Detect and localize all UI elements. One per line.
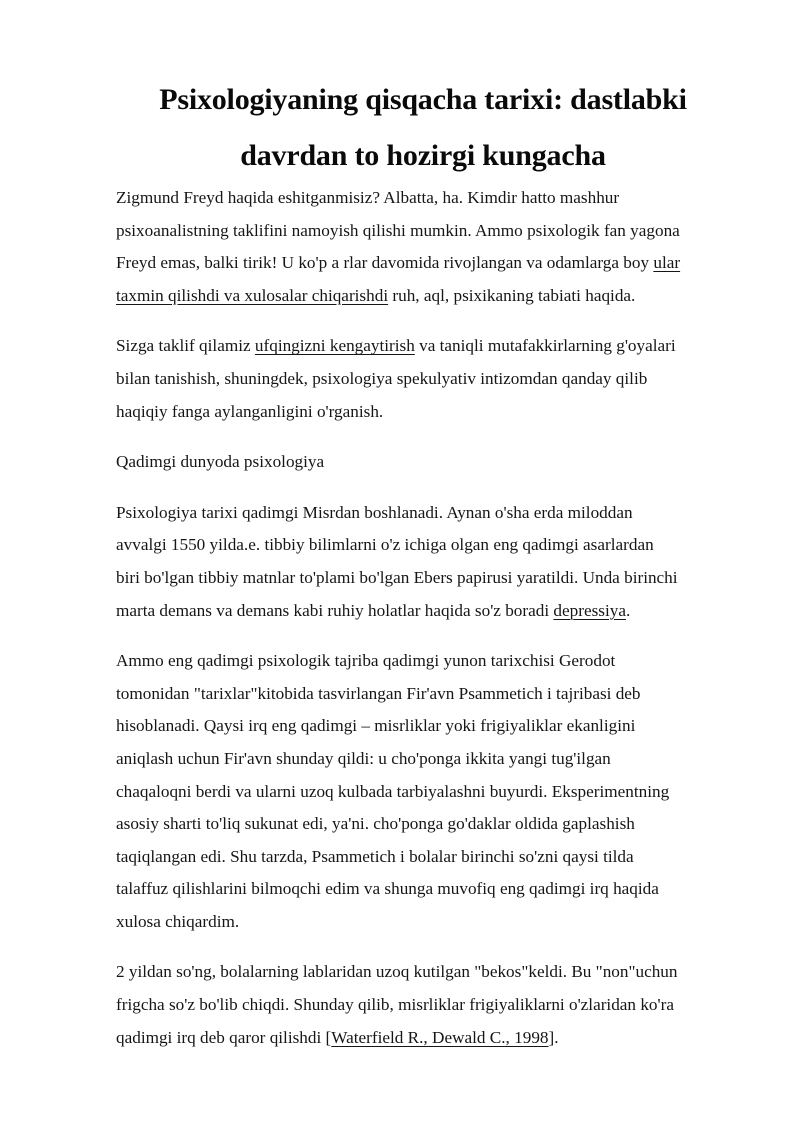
title-line-1: Psixologiyaning qisqacha tarixi: dastlabki bbox=[159, 83, 687, 116]
text-line bbox=[116, 280, 741, 313]
text-line: psixoanalistning taklifini namoyish qilishi mumkin. Ammo psixologik fan yagona bbox=[116, 220, 680, 240]
article-body bbox=[116, 182, 741, 1072]
paragraph-invitation bbox=[116, 330, 741, 428]
paragraph-egypt bbox=[116, 497, 741, 627]
page-title bbox=[100, 72, 746, 184]
text-line: hisoblanadi. Qaysi irq eng qadimgi – misrliklar yoki frigiyaliklar ekanligini bbox=[116, 716, 636, 736]
text-line: avvalgi 1550 yilda.e. tibbiy bilimlarni o'z ichiga olgan eng qadimgi asarlardan bbox=[116, 535, 654, 555]
paragraph-intro bbox=[116, 182, 741, 312]
text-line bbox=[116, 247, 741, 280]
link-ular-part-1[interactable]: ular bbox=[653, 253, 681, 273]
text-segment: Sizga taklif qilamiz bbox=[116, 336, 255, 356]
text-segment: ]. bbox=[548, 1027, 559, 1047]
text-line: Psixologiya tarixi qadimgi Misrdan boshlanadi. Aynan o'sha erda miloddan bbox=[116, 502, 633, 522]
text-line: Zigmund Freyd haqida eshitganmisiz? Albatta, ha. Kimdir hatto mashhur bbox=[116, 188, 620, 207]
text-line: talaffuz qilishlarini bilmoqchi edim va shunga muvofiq eng qadimgi irq haqida bbox=[116, 879, 659, 899]
paragraph-bekos bbox=[116, 956, 741, 1054]
text-line bbox=[116, 1022, 741, 1055]
text-line: Ammo eng qadimgi psixologik tajriba qadimgi yunon tarixchisi Gerodot bbox=[116, 651, 616, 671]
link-ufqingizni-kengaytirish[interactable]: ufqingizni kengaytirish bbox=[254, 336, 415, 356]
text-line: haqiqiy fanga aylanganligini o'rganish. bbox=[116, 401, 384, 421]
text-segment: marta demans va demans kabi ruhiy holatlar haqida so'z boradi bbox=[116, 600, 554, 620]
text-segment: qadimgi irq deb qaror qilishdi [ bbox=[116, 1027, 332, 1047]
link-citation-waterfield[interactable]: Waterfield R., Dewald C., 1998 bbox=[331, 1027, 549, 1047]
text-line bbox=[116, 330, 741, 363]
title-line-2: davrdan to hozirgi kungacha bbox=[240, 139, 606, 172]
text-segment: . bbox=[625, 600, 631, 620]
text-line: taqiqlangan edi. Shu tarzda, Psammetich i bolalar birinchi so'zni qaysi tilda bbox=[116, 846, 634, 866]
text-line: frigcha so'z bo'lib chiqdi. Shunday qilib, misrliklar frigiyaliklarni o'zlaridan ko'ra bbox=[116, 995, 674, 1015]
text-line: asosiy sharti to'liq sukunat edi, ya'ni. cho'ponga go'daklar oldida gaplashish bbox=[116, 814, 635, 834]
text-segment: va taniqli mutafakkirlarning g'oyalari bbox=[414, 336, 676, 356]
link-ular-part-2[interactable]: taxmin qilishdi va xulosalar chiqarishdi bbox=[116, 285, 389, 305]
section-heading bbox=[116, 446, 741, 479]
text-line bbox=[116, 595, 741, 628]
text-segment: Freyd emas, balki tirik! U ko'p a rlar davomida rivojlangan va odamlarga boy bbox=[116, 253, 654, 273]
link-depressiya[interactable]: depressiya bbox=[553, 600, 626, 620]
text-line: 2 yildan so'ng, bolalarning lablaridan uzoq kutilgan "bekos"keldi. Bu "non"uchun bbox=[116, 962, 678, 982]
paragraph-psammetich bbox=[116, 645, 741, 938]
heading-text: Qadimgi dunyoda psixologiya bbox=[116, 452, 325, 472]
text-segment: ruh, aql, psixikaning tabiati haqida. bbox=[388, 285, 636, 305]
text-line: tomonidan "tarixlar"kitobida tasvirlangan Fir'avn Psammetich i tajribasi deb bbox=[116, 683, 641, 703]
text-line: xulosa chiqardim. bbox=[116, 911, 240, 931]
text-line: aniqlash uchun Fir'avn shunday qildi: u cho'ponga ikkita yangi tug'ilgan bbox=[116, 748, 611, 768]
text-line: bilan tanishish, shuningdek, psixologiya spekulyativ intizomdan qanday qilib bbox=[116, 368, 648, 388]
text-line: biri bo'lgan tibbiy matnlar to'plami bo'lgan Ebers papirusi yaratildi. Unda birinchi bbox=[116, 567, 678, 587]
text-line: chaqaloqni berdi va ularni uzoq kulbada tarbiyalashni buyurdi. Eksperimentning bbox=[116, 781, 670, 801]
